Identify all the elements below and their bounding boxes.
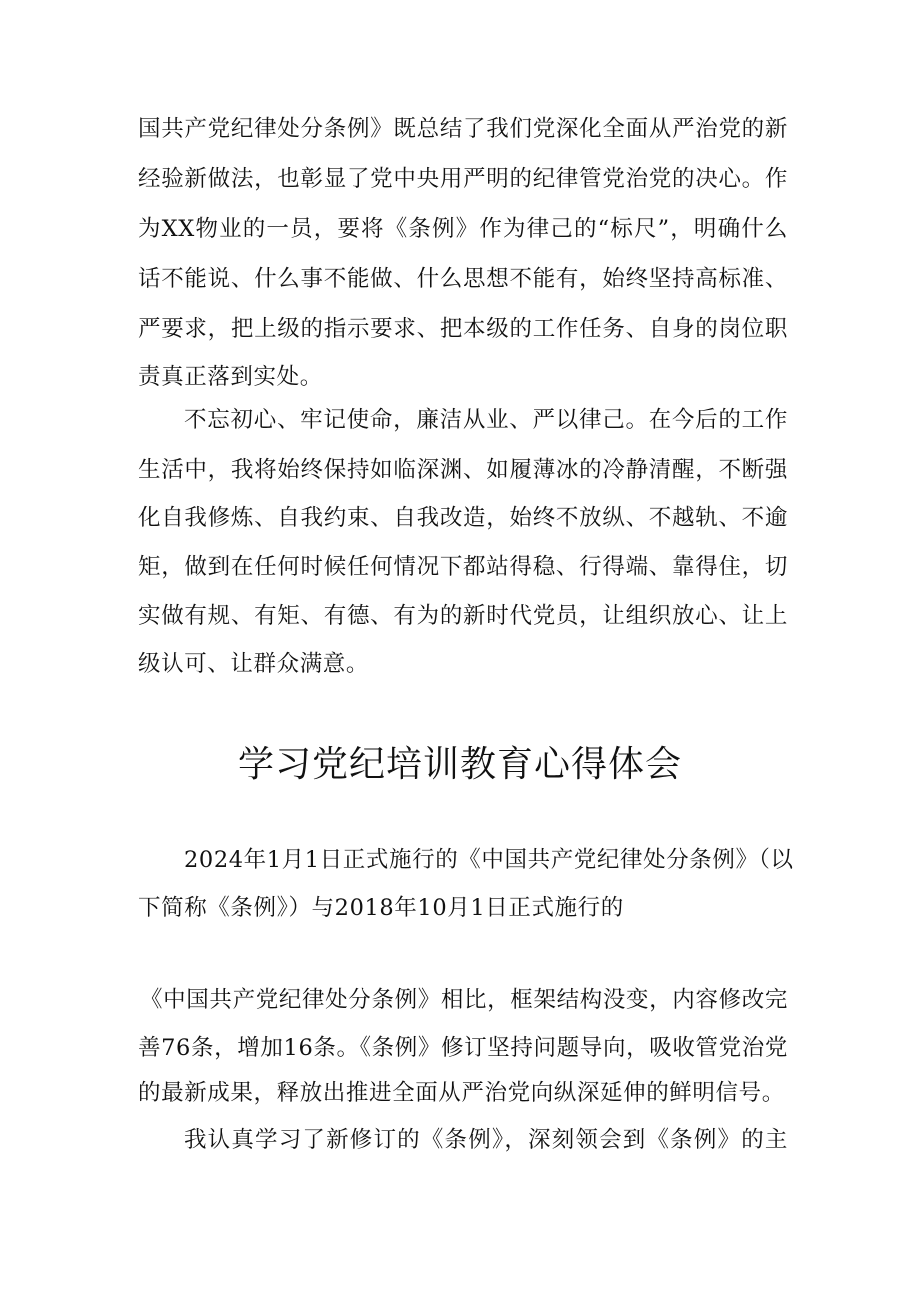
paragraph-2-line-4: 矩，做到在任何时候任何情况下都站得稳、行得端、靠得住，切 <box>138 554 788 580</box>
paragraph-2-line-3: 化自我修炼、自我约束、自我改造，始终不放纵、不越轨、不逾 <box>138 505 788 531</box>
paragraph-2-line-2: 生活中，我将始终保持如临深渊、如履薄冰的冷静清醒，不断强 <box>138 457 788 483</box>
paragraph-2-line-6: 级认可、让群众满意。 <box>138 651 370 677</box>
paragraph-5-line-1: 我认真学习了新修订的《条例》，深刻领会到《条例》的主 <box>184 1127 788 1153</box>
paragraph-3-line-1: 2024年1月1日正式施行的《中国共产党纪律处分条例》（以 <box>184 847 794 873</box>
paragraph-2-line-1: 不忘初心、牢记使命，廉洁从业、严以律己。在今后的工作 <box>184 407 788 433</box>
paragraph-1-line-6: 责真正落到实处。 <box>138 364 323 390</box>
paragraph-1-line-3: 为XX物业的一员，要将《条例》作为律己的“标尺”，明确什么 <box>138 216 788 242</box>
paragraph-1-line-4: 话不能说、什么事不能做、什么思想不能有，始终坚持高标准、 <box>138 266 788 292</box>
paragraph-4-line-1: 《中国共产党纪律处分条例》相比，框架结构没变，内容修改完 <box>140 987 788 1013</box>
paragraph-1-line-2: 经验新做法，也彰显了党中央用严明的纪律管党治党的决心。作 <box>138 166 788 192</box>
paragraph-2-line-5: 实做有规、有矩、有德、有为的新时代党员，让组织放心、让上 <box>138 603 788 629</box>
paragraph-3-line-2: 下简称《条例》）与2018年10月1日正式施行的 <box>138 895 624 921</box>
paragraph-1-line-1: 国共产党纪律处分条例》既总结了我们党深化全面从严治党的新 <box>138 116 788 142</box>
paragraph-1-line-5: 严要求，把上级的指示要求、把本级的工作任务、自身的岗位职 <box>138 316 788 342</box>
page-title: 学习党纪培训教育心得体会 <box>237 744 682 785</box>
paragraph-4-line-3: 的最新成果，释放出推进全面从严治党向纵深延伸的鲜明信号。 <box>138 1080 785 1106</box>
paragraph-4-line-2: 善76条，增加16条。《条例》修订坚持问题导向，吸收管党治党 <box>138 1035 788 1061</box>
